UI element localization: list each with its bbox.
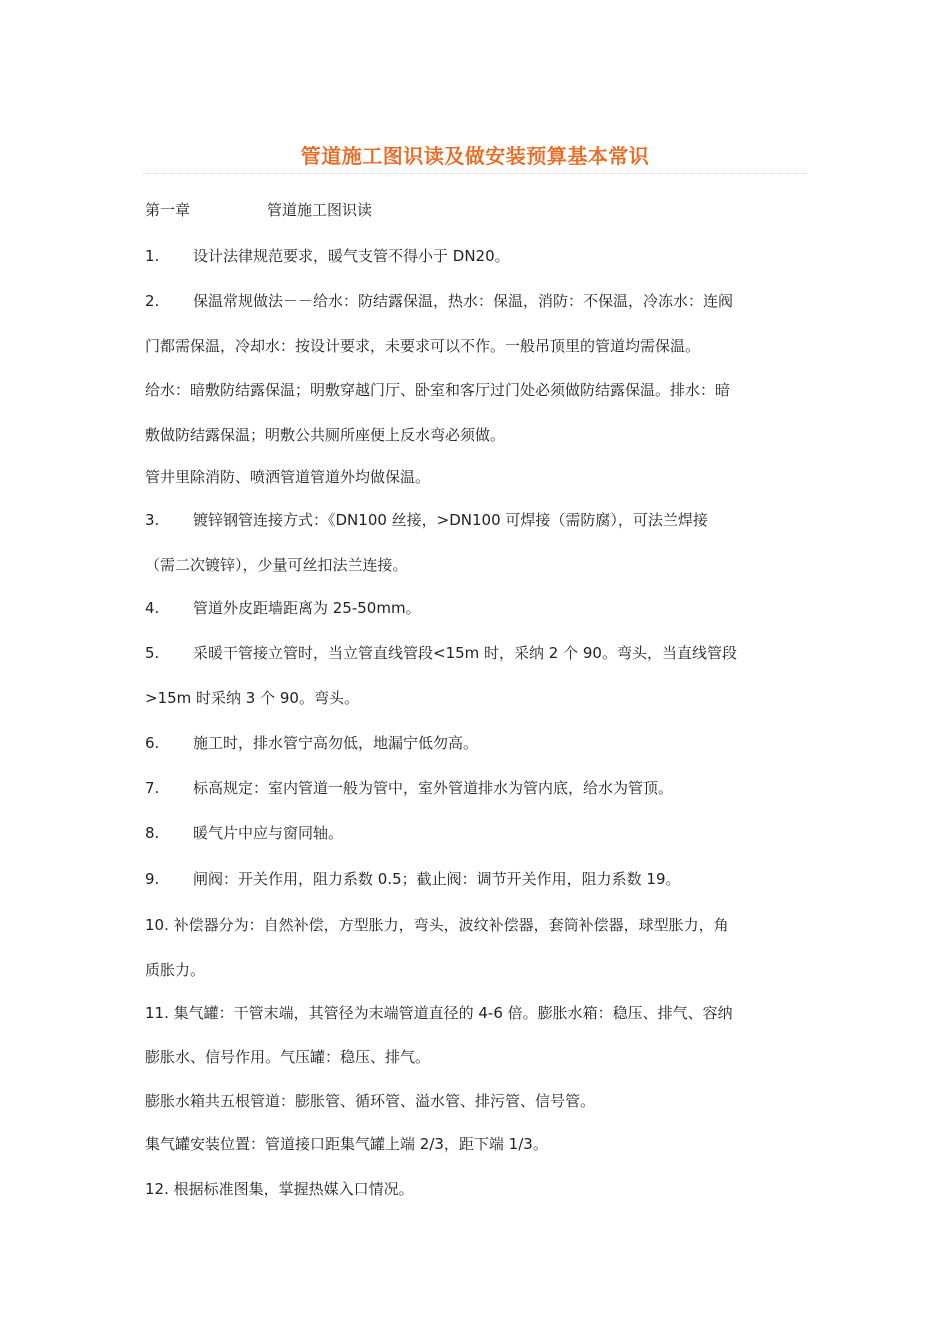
item-text: 管道外皮距墙距离为 25-50mm。: [193, 599, 421, 617]
chapter-label: 第一章: [145, 201, 191, 219]
paragraph-line: 11. 集气罐：干管末端，其管径为末端管道直径的 4-6 倍。膨胀水箱：稳压、排气、容纳: [145, 1004, 733, 1022]
paragraph-line: 质胀力。: [145, 961, 206, 979]
paragraph-line: 门都需保温，冷却水：按设计要求，未要求可以不作。一般吊顶里的管道均需保温。: [145, 337, 701, 355]
item-text: 采暖干管接立管时，当立管直线管段<15m 时，采纳 2 个 90。弯头，当直线管段: [193, 644, 737, 662]
item-number: 1.: [145, 247, 160, 265]
item-text: 设计法律规范要求，暖气支管不得小于 DN20。: [193, 247, 510, 265]
item-text: 保温常规做法－－给水：防结露保温，热水：保温，消防：不保温，冷冻水：连阀: [193, 292, 734, 310]
item-number: 5.: [145, 644, 160, 662]
list-item: [145, 823, 343, 843]
chapter-heading: [145, 200, 372, 220]
title-divider: [143, 173, 807, 174]
paragraph-line: 膨胀水、信号作用。气压罐：稳压、排气。: [145, 1048, 431, 1066]
paragraph-line: 管井里除消防、喷洒管道管道外均做保温。: [145, 468, 431, 486]
paragraph-line: （需二次镀锌），少量可丝扣法兰连接。: [145, 556, 408, 574]
list-item: [145, 733, 478, 753]
paragraph-line: 膨胀水箱共五根管道：膨胀管、循环管、溢水管、排污管、信号管。: [145, 1092, 596, 1110]
item-number: 4.: [145, 599, 160, 617]
document-title: 管道施工图识读及做安装预算基本常识: [300, 144, 650, 168]
list-item: [145, 869, 680, 889]
list-item: [145, 246, 510, 266]
item-text: 暖气片中应与窗同轴。: [193, 824, 344, 842]
list-item: [145, 598, 421, 618]
item-number: 8.: [145, 824, 160, 842]
item-number: 9.: [145, 870, 160, 888]
paragraph-line: 给水：暗敷防结露保温；明敷穿越门厅、卧室和客厅过门处必须做防结露保温。排水：暗: [145, 381, 731, 399]
item-number: 6.: [145, 734, 160, 752]
item-number: 2.: [145, 292, 160, 310]
paragraph-line: >15m 时采纳 3 个 90。弯头。: [145, 689, 359, 707]
chapter-name: 管道施工图识读: [267, 201, 373, 219]
item-number: 7.: [145, 779, 160, 797]
item-text: 镀锌钢管连接方式：《DN100 丝接，>DN100 可焊接（需防腐），可法兰焊接: [193, 511, 708, 529]
list-item: [145, 291, 733, 311]
paragraph-line: 12. 根据标准图集，掌握热媒入口情况。: [145, 1180, 414, 1198]
item-text: 闸阀：开关作用，阻力系数 0.5；截止阀：调节开关作用，阻力系数 19。: [193, 870, 681, 888]
item-number: 3.: [145, 511, 160, 529]
list-item: [145, 510, 708, 530]
paragraph-line: 集气罐安装位置：管道接口距集气罐上端 2/3，距下端 1/3。: [145, 1135, 548, 1153]
list-item: [145, 643, 737, 663]
item-text: 标高规定：室内管道一般为管中，室外管道排水为管内底，给水为管顶。: [193, 779, 674, 797]
list-item: [145, 778, 673, 798]
paragraph-line: 敷做防结露保温；明敷公共厕所座便上反水弯必须做。: [145, 426, 506, 444]
paragraph-line: 10. 补偿器分为：自然补偿，方型胀力，弯头，波纹补偿器，套筒补偿器，球型胀力，角: [145, 916, 729, 934]
item-text: 施工时，排水管宁高勿低，地漏宁低勿高。: [193, 734, 479, 752]
